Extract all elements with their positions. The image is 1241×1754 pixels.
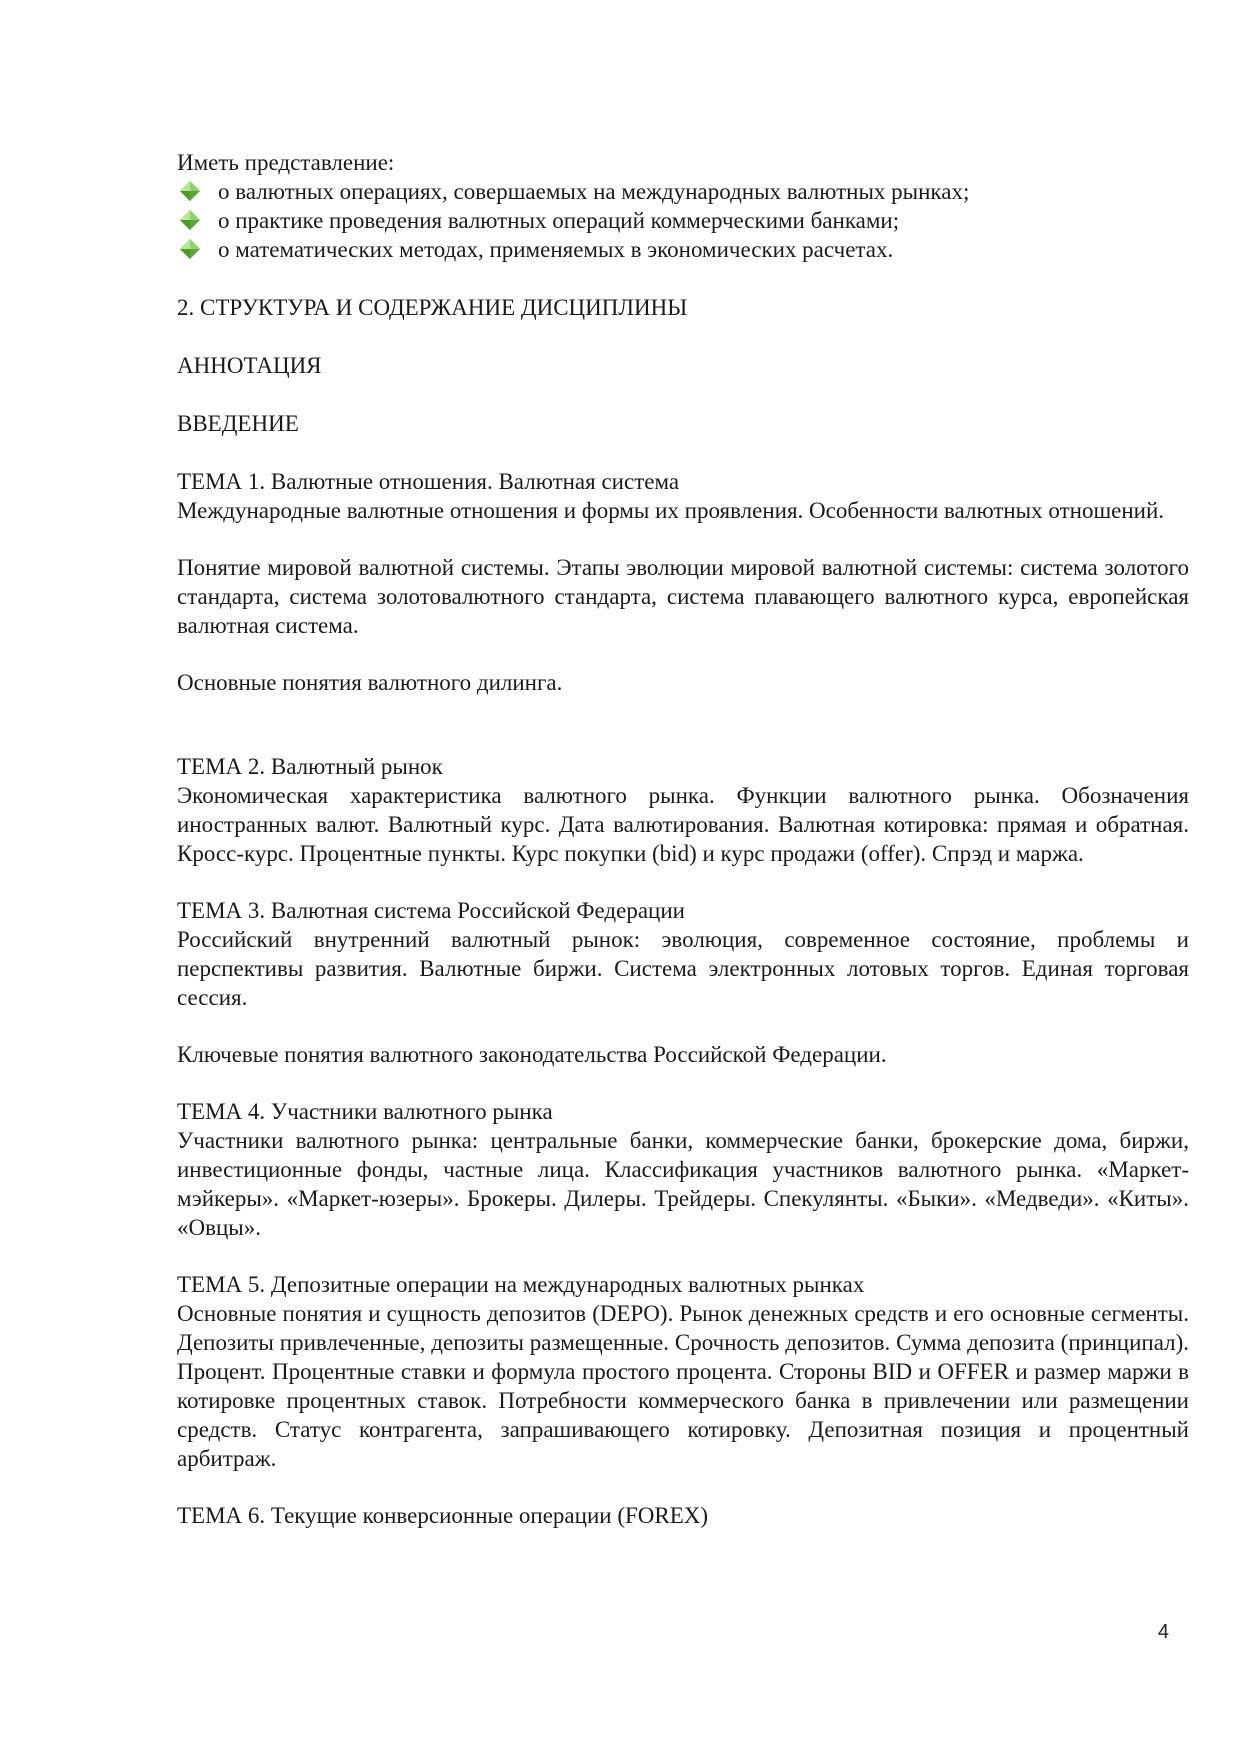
green-diamond-icon (179, 209, 201, 231)
topic-paragraph: Участники валютного рынка: центральные банки, коммерческие банки, брокерские дома, биржи, инвестиционные фонды, частные лица. Классификация участников валютного рынка. «Маркет-мэйкеры». «Маркет-юзеры». Брокеры. Дилеры. Трейдеры. Спекулянты. «Быки». «Медведи». «Киты». «Овцы». (177, 1128, 1189, 1240)
topic-title: ТЕМА 4. Участники валютного рынка (177, 1099, 553, 1124)
bullet-list (177, 177, 1189, 264)
topic-paragraph: Российский внутренний валютный рынок: эволюция, современное состояние, проблемы и перспективы развития. Валютные биржи. Система электронных лотовых торгов. Единая торговая сессия. (177, 927, 1189, 1010)
section-heading: 2. СТРУКТУРА И СОДЕРЖАНИЕ ДИСЦИПЛИНЫ (177, 295, 688, 320)
annotation-heading: АННОТАЦИЯ (177, 353, 322, 378)
topic-paragraph: Основные понятия и сущность депозитов (DEPO). Рынок денежных средств и его основные сегменты. Депозиты привлеченные, депозиты размещенные. Срочность депозитов. Сумма депозита (принципал). Процент. Процентные ставки и формула простого процента. Стороны BID и OFFER и размер маржи в котировке процентных ставок. Потребности коммерческого банка в привлечении или размещении средств. Статус контрагента, запрашивающего котировку. Депозитная позиция и процентный арбитраж. (177, 1301, 1189, 1471)
bullet-item (177, 235, 1189, 264)
page-number: 4 (1157, 1621, 1169, 1643)
introduction-heading: ВВЕДЕНИЕ (177, 411, 299, 436)
topic-paragraph: Международные валютные отношения и формы их проявления. Особенности валютных отношений. (177, 498, 1165, 523)
topic-paragraph: Ключевые понятия валютного законодательства Российской Федерации. (177, 1042, 887, 1067)
intro-line: Иметь представление: (177, 150, 395, 175)
topic-title: ТЕМА 3. Валютная система Российской Федерации (177, 898, 685, 923)
bullet-text: о практике проведения валютных операций коммерческими банками; (218, 208, 900, 233)
topic-title: ТЕМА 1. Валютные отношения. Валютная система (177, 469, 680, 494)
bullet-item (177, 177, 1189, 206)
topic-paragraph: Понятие мировой валютной системы. Этапы эволюции мировой валютной системы: система золотого стандарта, система золотовалютного стандарта, система плавающего валютного курса, европейская валютная система. (177, 555, 1189, 638)
bullet-text: о валютных операциях, совершаемых на международных валютных рынках; (218, 179, 970, 204)
topic-paragraph: Основные понятия валютного дилинга. (177, 670, 563, 695)
document-page (177, 148, 1189, 1530)
bullet-text: о математических методах, применяемых в экономических расчетах. (218, 237, 894, 262)
topic-title: ТЕМА 6. Текущие конверсионные операции (FOREX) (177, 1503, 709, 1528)
topic-title: ТЕМА 2. Валютный рынок (177, 754, 443, 779)
green-diamond-icon (179, 238, 201, 260)
topic-paragraph: Экономическая характеристика валютного рынка. Функции валютного рынка. Обозначения иностранных валют. Валютный курс. Дата валютирования. Валютная котировка: прямая и обратная. Кросс-курс. Процентные пункты. Курс покупки (bid) и курс продажи (offer). Спрэд и маржа. (177, 783, 1189, 866)
topic-title: ТЕМА 5. Депозитные операции на международных валютных рынках (177, 1272, 865, 1297)
green-diamond-icon (179, 180, 201, 202)
bullet-item (177, 206, 1189, 235)
